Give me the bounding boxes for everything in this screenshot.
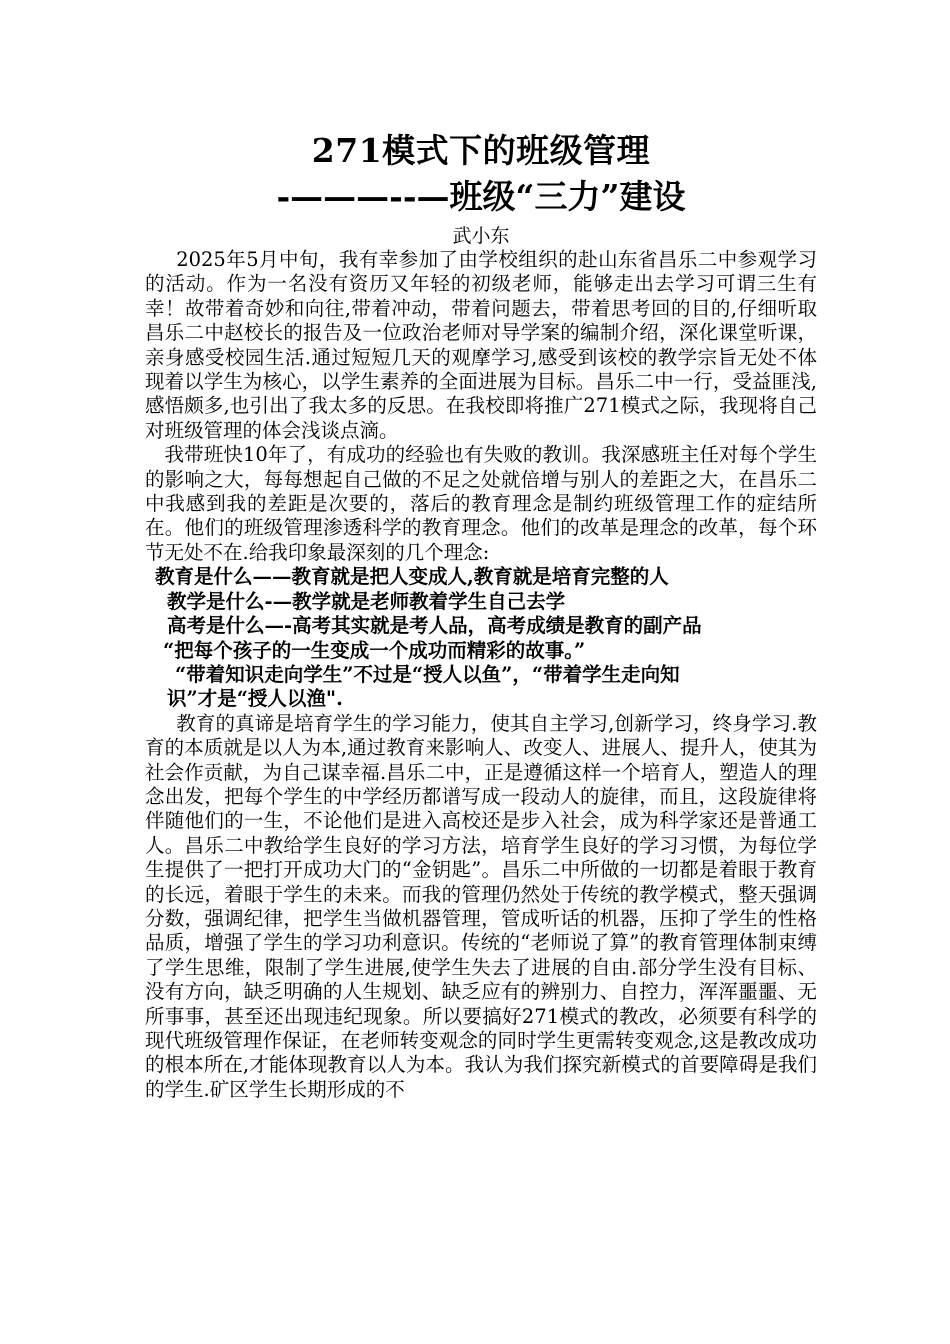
paragraph-essence: 教育的真谛是培育学生的学习能力，使其自主学习,创新学习，终身学习.教育的本质就是以人为本,通过教育来影响人、改变人、进展人、提升人，使其为社会作贡献，为自己谋幸福.昌乐二中，正是遵循这样一个培育人，塑造人的理念出发，把每个学生的中学经历都谱写成一段动人的旋律，而且，这段旋律将伴随他们的一生，不论他们是进入高校还是步入社会，成为科学家还是普通工人。昌乐二中教给学生良好的学习方法，培育学生良好的学习习惯，为每位学生提供了一把打开成功大门的“金钥匙”。昌乐二中所做的一切都是着眼于教育的长远，着眼于学生的未来。而我的管理仍然处于传统的教学模式，整天强调分数，强调纪律，把学生当做机器管理，管成听话的机器，压抑了学生的性格品质，增强了学生的学习功利意识。传统的“老师说了算”的教育管理体制束缚了学生思维，限制了学生进展,使学生失去了进展的自由.部分学生没有目标、没有方向，缺乏明确的人生规划、缺乏应有的辨别力、自控力，浑浑噩噩、无所事事，甚至还出现违纪现象。所以要搞好271模式的教改，必须要有科学的现代班级管理作保证，在老师转变观念的同时学生更需转变观念,这是教改成功的根本所在,才能体现教育以人为本。我认为我们探究新模式的首要障碍是我们的学生.矿区学生长期形成的不 [145,711,817,1101]
concept-fishing-line2: 识”才是“授人以渔". [167,687,343,711]
concept-fishing [145,663,817,712]
document-page [145,128,817,1102]
concept-fishing-line1: “带着知识走向学生”不过是“授人以鱼”，“带着学生走向知 [175,662,680,686]
paragraph-intro: 2025年5月中旬，我有幸参加了由学校组织的赴山东省昌乐二中参观学习的活动。作为一名没有资历又年轻的初级老师，能够走出去学习可谓三生有幸！故带着奇妙和向往,带着冲动，带着问题去，带着思考回的目的,仔细听取昌乐二中赵校长的报告及一位政治老师对导学案的编制介绍，深化课堂听课， 亲身感受校园生活.通过短短几天的观摩学习,感受到该校的教学宗旨无处不体现着以学生为核心，以学生素养的全面进展为目标。昌乐二中一行，受益匪浅,感悟颇多,也引出了我太多的反思。在我校即将推广271模式之际，我现将自己对班级管理的体会浅谈点滴。 [145,248,817,442]
document-title: 271模式下的班级管理 [311,131,651,170]
concept-exam: 高考是什么—-高考其实就是考人品，高考成绩是教育的副产品 [167,614,702,638]
paragraph-experience: 我带班快10年了，有成功的经验也有失败的教训。我深感班主任对每个学生的影响之大，每每想起自己做的不足之处就倍增与别人的差距之大，在昌乐二中我感到我的差距是次要的，落后的教育理念是制约班级管理工作的症结所在。他们的班级管理渗透科学的教育理念。他们的改革是理念的改革，每个环节无处不在.给我印象最深刻的几个理念: [145,443,817,564]
concept-teaching: 教学是什么-—教学就是老师教着学生自己去学 [167,589,566,613]
document-author: 武小东 [452,225,510,247]
concept-education: 教育是什么——教育就是把人变成人,教育就是培育完整的人 [155,565,669,589]
document-subtitle: -———--—班级“三力”建设 [276,177,686,216]
concept-story: “把每个孩子的一生变成一个成功而精彩的故事。” [163,638,586,662]
